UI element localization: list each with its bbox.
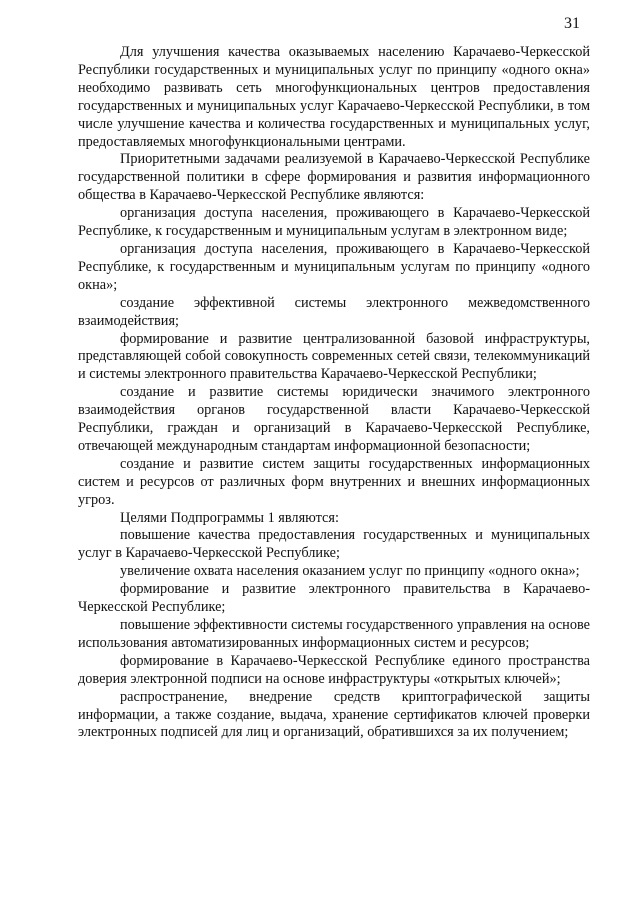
list-item-trust-space: формирование в Карачаево-Черкесской Республике единого пространства доверия электронной подписи на основе инфраструктуры «открытых ключей»; bbox=[78, 652, 590, 687]
list-item-protection-systems: создание и развитие систем защиты государственных информационных систем и ресурсов от различных форм внутренних и внешних информационных угроз. bbox=[78, 455, 590, 508]
list-item-electronic-access: организация доступа населения, проживающего в Карачаево-Черкесской Республике, к государственным и муниципальным услугам в электронном виде; bbox=[78, 205, 590, 240]
paragraph-subprogram-goals-intro: Целями Подпрограммы 1 являются: bbox=[120, 509, 339, 526]
list-item-coverage-increase: увеличение охвата населения оказанием услуг по принципу «одного окна»; bbox=[120, 563, 580, 580]
list-item-e-government: формирование и развитие электронного правительства в Карачаево-Черкесской Республике; bbox=[78, 581, 590, 616]
list-item-one-window-access: организация доступа населения, проживающего в Карачаево-Черкесской Республике, к государственным и муниципальным услугам по принципу «одного окна»; bbox=[78, 240, 590, 293]
list-item-interagency-interaction: создание эффективной системы электронного межведомственного взаимодействия; bbox=[78, 294, 590, 329]
list-item-base-infrastructure: формирование и развитие централизованной базовой инфраструктуры, представляющей собой совокупность современных сетей связи, телекоммуникаций и системы электронного правительства Карачаево-Черкесской Республики; bbox=[78, 330, 590, 383]
page-number: 31 bbox=[564, 15, 580, 32]
document-body bbox=[78, 44, 590, 742]
list-item-governance-efficiency: повышение эффективности системы государственного управления на основе использования автоматизированных информационных систем и ресурсов; bbox=[78, 617, 590, 651]
list-item-legal-interaction-system: создание и развитие системы юридически значимого электронного взаимодействия органов государственной власти Карачаево-Черкесской Республики, граждан и организаций в Карачаево-Черкесской Республике, отвечающей международным стандартам информационной безопасности; bbox=[78, 384, 590, 454]
paragraph-mfc-development: Для улучшения качества оказываемых населению Карачаево-Черкесской Республики государственных и муниципальных услуг по принципу «одного окна» необходимо развивать сеть многофункциональных центров предоставления государственных и муниципальных услуг Карачаево-Черкесской Республики, в том числе улучшение качества и количества государственных и муниципальных услуг, предоставляемых многофункциональными центрами. bbox=[78, 44, 590, 150]
list-item-crypto-protection: распространение, внедрение средств криптографической защиты информации, а также создание, выдача, хранение сертификатов ключей проверки электронных подписей для лиц и организаций, обратившихся за их получением; bbox=[78, 688, 590, 741]
paragraph-priority-tasks-intro: Приоритетными задачами реализуемой в Карачаево-Черкесской Республике государственной политики в сфере формирования и развития информационного общества в Карачаево-Черкесской Республике являются: bbox=[78, 151, 590, 204]
list-item-service-quality: повышение качества предоставления государственных и муниципальных услуг в Карачаево-Черкесской Республике; bbox=[78, 527, 590, 562]
